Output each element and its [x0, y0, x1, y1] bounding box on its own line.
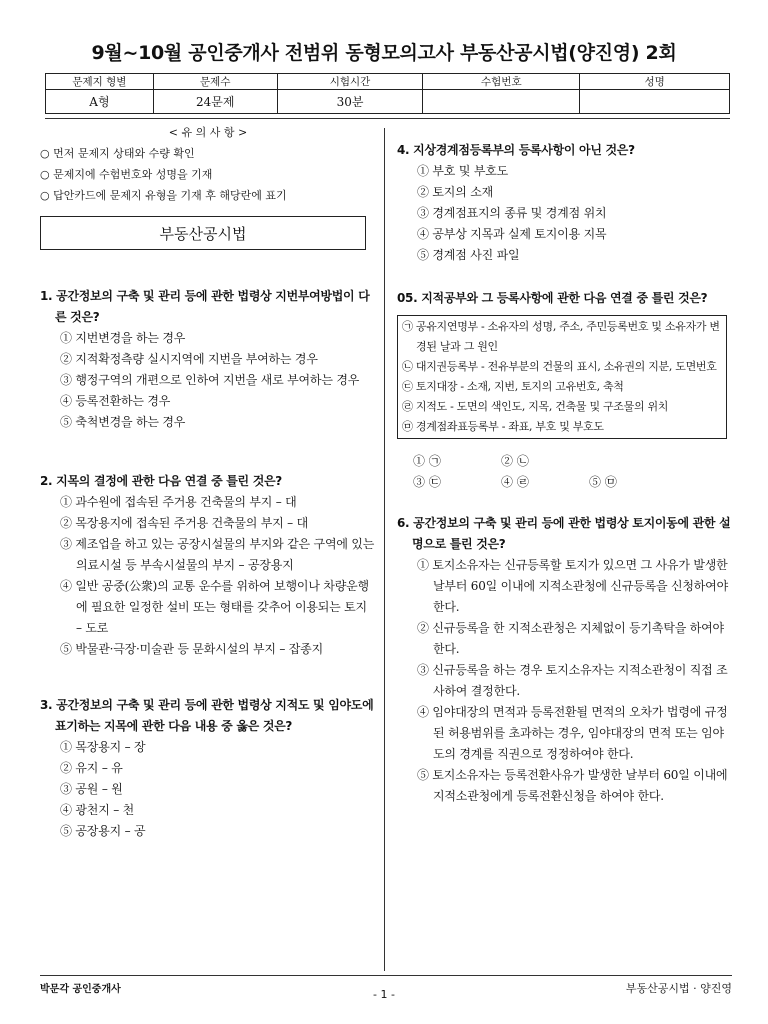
page-number: - 1 -: [373, 988, 395, 1001]
answer-option[interactable]: ④ 등록전환하는 경우: [60, 394, 171, 408]
answer-option[interactable]: ③ 경계점표지의 종류 및 경계점 위치: [417, 206, 607, 220]
answer-option[interactable]: ① 부호 및 부호도: [417, 164, 508, 178]
column-divider: [384, 128, 385, 971]
answer-option[interactable]: ① 목장용지 – 장: [60, 740, 146, 754]
value-name[interactable]: [580, 90, 730, 114]
answer-option[interactable]: ③ 제조업을 하고 있는 공장시설물의 부지와 같은 구역에 있는 의료시설 등 부속시설물의 부지 – 공장용지: [60, 537, 375, 572]
choice-row: [397, 472, 732, 493]
header-exam-number: 수험번호: [423, 74, 580, 90]
answer-option[interactable]: ① ㉠: [413, 454, 441, 468]
answer-option[interactable]: ① 과수원에 접속된 주거용 건축물의 부지 – 대: [60, 495, 297, 509]
answer-option[interactable]: ⑤ ㉤: [589, 475, 617, 489]
answer-option[interactable]: ⑤ 경계점 사진 파일: [417, 248, 520, 262]
note-item: ○ 문제지에 수험번호와 성명을 기재: [40, 168, 213, 181]
question-6: [397, 513, 732, 807]
subject-box: 부동산공시법: [40, 216, 366, 250]
statement-item: ㉡ 대지권등록부 - 전유부분의 건물의 표시, 소유권의 지분, 도면번호: [402, 360, 717, 373]
footer-divider: [40, 975, 732, 976]
choice-grid: [397, 451, 732, 493]
question-stem: 05. 지적공부와 그 등록사항에 관한 다음 연결 중 틀린 것은?: [397, 291, 708, 305]
answer-option[interactable]: ④ 임야대장의 면적과 등록전환될 면적의 오차가 법령에 규정된 허용범위를 초과하는 경우, 임야대장의 면적 또는 임야도의 경계를 직권으로 정정하여야 한다.: [417, 705, 728, 761]
question-1: [40, 286, 376, 433]
notes-list: [40, 143, 376, 206]
question-4: [397, 140, 732, 266]
statement-item: ㉢ 토지대장 - 소재, 지번, 토지의 고유번호, 축척: [402, 380, 624, 393]
right-column: [397, 140, 732, 807]
question-stem: 1. 공간정보의 구축 및 관리 등에 관한 법령상 지번부여방법이 다른 것은?: [40, 289, 370, 324]
answer-option[interactable]: ④ 광천지 – 천: [60, 803, 135, 817]
answer-option[interactable]: ② 목장용지에 접속된 주거용 건축물의 부지 – 대: [60, 516, 308, 530]
question-stem: 6. 공간정보의 구축 및 관리 등에 관한 법령상 토지이동에 관한 설명으로 틀린 것은?: [397, 516, 731, 551]
note-item: ○ 먼저 문제지 상태와 수량 확인: [40, 147, 195, 160]
question-5: [397, 288, 732, 493]
page-title: 9월~10월 공인중개사 전범위 동형모의고사 부동산공시법(양진영) 2회: [91, 42, 677, 64]
statement-item: ㉣ 지적도 - 도면의 색인도, 지목, 건축물 및 구조물의 위치: [402, 400, 669, 413]
answer-option[interactable]: ② 지적확정측량 실시지역에 지번을 부여하는 경우: [60, 352, 318, 366]
header-question-count: 문제수: [153, 74, 277, 90]
question-2: [40, 471, 376, 660]
answer-option[interactable]: ③ 공원 – 원: [60, 782, 123, 796]
answer-option[interactable]: ⑤ 축척변경을 하는 경우: [60, 415, 186, 429]
question-stem: 2. 지목의 결정에 관한 다음 연결 중 틀린 것은?: [40, 474, 282, 488]
left-column: [40, 124, 376, 842]
answer-option[interactable]: ③ ㉢: [413, 475, 441, 489]
answer-option[interactable]: ② 토지의 소재: [417, 185, 493, 199]
answer-option[interactable]: ④ ㉣: [501, 475, 529, 489]
value-exam-number[interactable]: [423, 90, 580, 114]
answer-option[interactable]: ② 유지 – 유: [60, 761, 123, 775]
answer-option[interactable]: ① 지번변경을 하는 경우: [60, 331, 186, 345]
choice-row: [397, 451, 732, 472]
header-paper-type: 문제지 형별: [46, 74, 154, 90]
answer-option[interactable]: ⑤ 공장용지 – 공: [60, 824, 146, 838]
answer-option[interactable]: ③ 행정구역의 개편으로 인하여 지번을 새로 부여하는 경우: [60, 373, 360, 387]
question-3: [40, 695, 376, 842]
answer-option[interactable]: ⑤ 박물관·극장·미술관 등 문화시설의 부지 – 잡종지: [60, 642, 323, 656]
statement-item: ㉠ 공유지연명부 - 소유자의 성명, 주소, 주민등록번호 및 소유자가 변경된 날과 그 원인: [402, 320, 720, 353]
footer-subject-author: 부동산공시법 · 양진영: [625, 982, 732, 995]
statement-item: ㉤ 경계점좌표등록부 - 좌표, 부호 및 부호도: [402, 420, 604, 433]
answer-option[interactable]: ① 토지소유자는 신규등록할 토지가 있으면 그 사유가 발생한 날부터 60일 이내에 지적소관청에 신규등록을 신청하여야 한다.: [417, 558, 728, 614]
exam-info-table: [45, 73, 730, 114]
answer-option[interactable]: ④ 공부상 지목과 실제 토지이용 지목: [417, 227, 607, 241]
note-item: ○ 답안카드에 문제지 유형을 기재 후 해당란에 표기: [40, 189, 287, 202]
header-exam-time: 시험시간: [277, 74, 423, 90]
answer-option[interactable]: ② ㉡: [501, 454, 529, 468]
value-exam-time: 30분: [277, 90, 423, 114]
statement-box: [397, 315, 727, 439]
answer-option[interactable]: ② 신규등록을 한 지적소관청은 지체없이 등기촉탁을 하여야 한다.: [417, 621, 724, 656]
publisher-logo: 박문각 공인중개사: [40, 984, 121, 995]
value-question-count: 24문제: [153, 90, 277, 114]
notes-title: < 유 의 사 항 >: [168, 126, 248, 139]
header-divider: [45, 118, 730, 119]
header-name: 성명: [580, 74, 730, 90]
answer-option[interactable]: ③ 신규등록을 하는 경우 토지소유자는 지적소관청이 직접 조사하여 결정한다.: [417, 663, 728, 698]
question-stem: 3. 공간정보의 구축 및 관리 등에 관한 법령상 지적도 및 임야도에 표기하는 지목에 관한 다음 내용 중 옳은 것은?: [40, 698, 374, 733]
answer-option[interactable]: ④ 일반 공중(公衆)의 교통 운수를 위하여 보행이나 차량운행에 필요한 일정한 설비 또는 형태를 갖추어 이용되는 토지 – 도로: [60, 579, 369, 635]
question-stem: 4. 지상경계점등록부의 등록사항이 아닌 것은?: [397, 143, 635, 157]
answer-option[interactable]: ⑤ 토지소유자는 등록전환사유가 발생한 날부터 60일 이내에 지적소관청에게 등록전환신청을 하여야 한다.: [417, 768, 728, 803]
value-paper-type: A형: [46, 90, 154, 114]
